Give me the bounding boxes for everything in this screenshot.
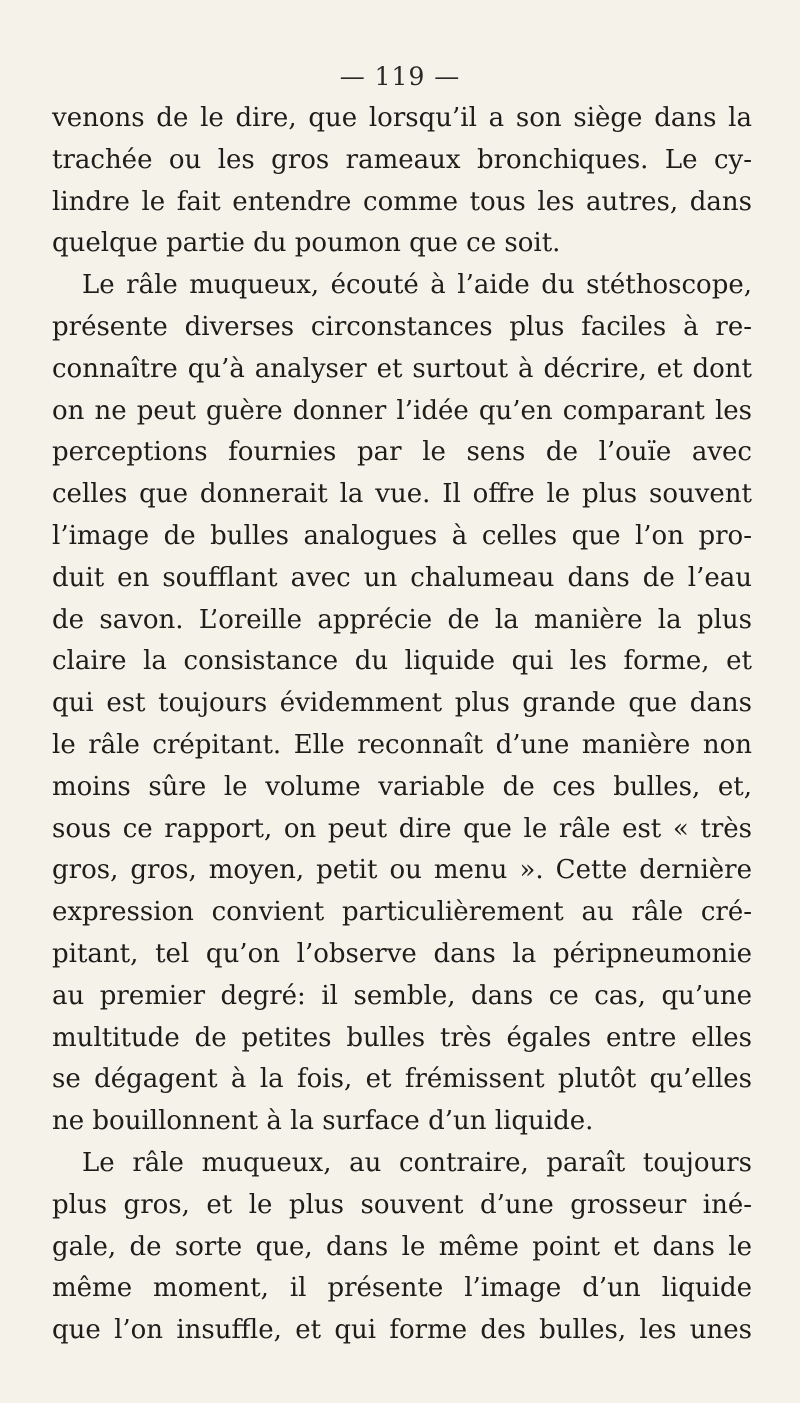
text-line: l’image de bulles analogues à celles que l’on pro- [52,520,752,551]
text-line: plus gros, et le plus souvent d’une grosseur iné- [52,1189,752,1220]
text-line: se dégagent à la fois, et frémissent plutôt qu’elles [52,1064,752,1095]
text-line: sous ce rapport, on peut dire que le râle est « très [52,813,752,844]
body-text [52,98,752,1352]
text-line: expression convient particulièrement au râle cré- [52,897,752,928]
text-line: on ne peut guère donner l’idée qu’en comparant les [52,395,752,426]
text-line: que l’on insuffle, et qui forme des bulles, les unes [52,1315,752,1346]
text-line: celles que donnerait la vue. Il offre le plus souvent [52,479,752,510]
text-line: présente diverses circonstances plus faciles à re- [52,311,752,342]
text-line: multitude de petites bulles très égales entre elles [52,1022,752,1053]
text-line: lindre le fait entendre comme tous les autres, dans [52,186,752,217]
text-line: claire la consistance du liquide qui les forme, et [52,646,752,677]
text-line: moins sûre le volume variable de ces bulles, et, [52,771,752,802]
text-line: même moment, il présente l’image d’un liquide [52,1273,752,1304]
text-line: gros, gros, moyen, petit ou menu ». Cette dernière [52,855,752,886]
text-line: Le râle muqueux, écouté à l’aide du stéthoscope, [82,270,752,301]
text-line: trachée ou les gros rameaux bronchiques. Le cy- [52,144,752,175]
text-line: duit en soufflant avec un chalumeau dans de l’eau [52,562,752,593]
text-line: gale, de sorte que, dans le même point et dans le [52,1231,752,1262]
text-line: le râle crépitant. Elle reconnaît d’une manière non [52,729,752,760]
text-line: venons de le dire, que lorsqu’il a son siège dans la [52,103,752,133]
text-line: pitant, tel qu’on l’observe dans la péripneumonie [52,938,752,969]
text-line: Le râle muqueux, au contraire, paraît toujours [82,1147,752,1178]
text-line: connaître qu’à analyser et surtout à décrire, et dont [52,353,752,384]
text-line: ne bouillonnent à la surface d’un liquide. [52,1106,594,1137]
text-line: quelque partie du poumon que ce soit. [52,228,561,259]
page-number: — 119 — [339,62,461,91]
text-line: qui est toujours évidemment plus grande que dans [52,688,752,719]
text-line: de savon. L’oreille apprécie de la manière la plus [52,604,752,635]
text-line: au premier degré: il semble, dans ce cas, qu’une [52,980,752,1011]
text-line: perceptions fournies par le sens de l’ouïe avec [52,437,752,468]
